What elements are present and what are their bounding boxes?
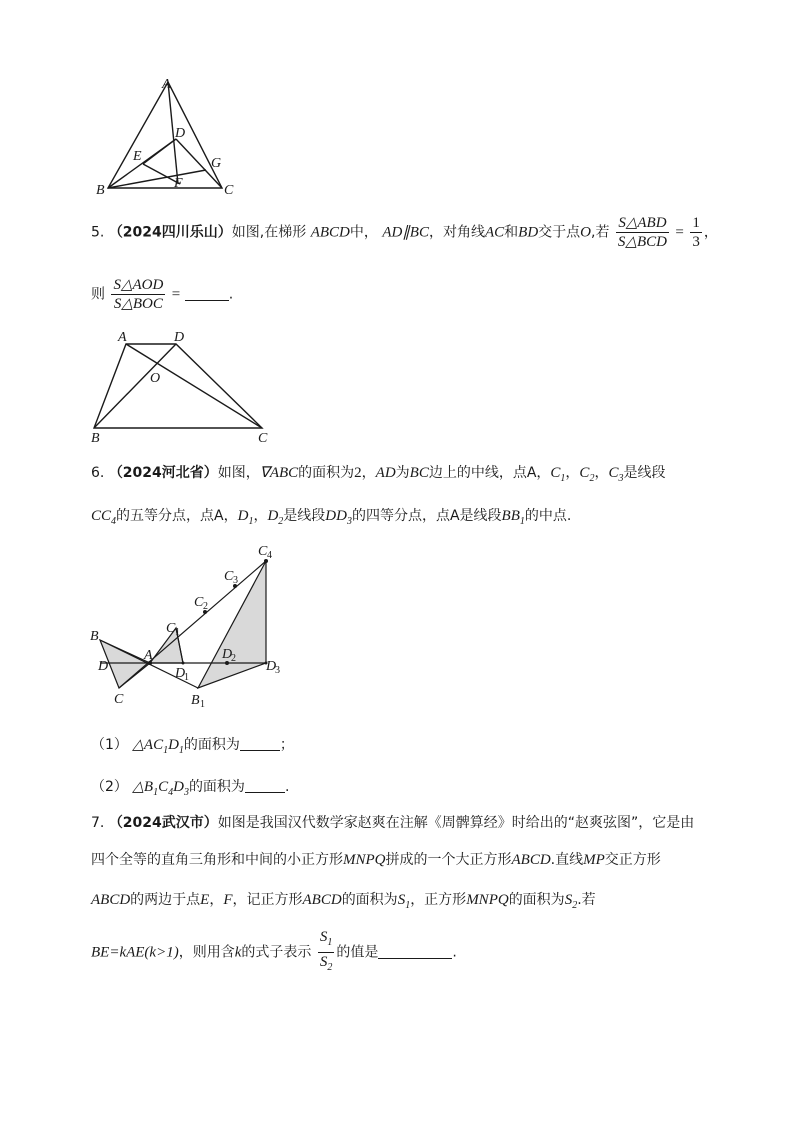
- q5-bd: BD: [518, 224, 539, 241]
- label-B: B: [96, 183, 105, 198]
- q5-condition: AD∥BC: [382, 224, 429, 241]
- q5-text: ，对角线: [428, 224, 485, 241]
- q7-mp: MP: [583, 852, 605, 868]
- figure-q6: [86, 540, 296, 710]
- q5-number: 5.: [91, 224, 105, 241]
- q7-text: ，: [209, 892, 224, 908]
- q6-text: ；: [279, 737, 294, 753]
- q5-value-fraction: [690, 214, 702, 251]
- q6-text: 的四等分点，点: [351, 508, 450, 524]
- q6-text: ，: [565, 465, 580, 481]
- q5-abcd: ABCD: [310, 224, 350, 241]
- q6-text: 的五等分点，点: [116, 508, 215, 524]
- svg-text:1: 1: [175, 627, 180, 638]
- q7-number: 7.: [91, 815, 105, 831]
- q6-sub1-number: （1）: [91, 737, 128, 753]
- q7-text: 的面积为: [508, 892, 565, 908]
- q7-text: .直线: [550, 852, 584, 868]
- svg-text:3: 3: [233, 575, 238, 586]
- label-E: E: [133, 149, 142, 164]
- q7-text: .若: [577, 892, 596, 908]
- q5-line1: [91, 214, 718, 251]
- svg-text:3: 3: [275, 665, 280, 676]
- q7-text: 交正方形: [604, 852, 661, 868]
- frac-den: S△BCD: [617, 234, 667, 250]
- q6-bb1: $BB_1$: [501, 508, 525, 527]
- q6-text: 的面积为: [183, 737, 240, 753]
- q7-text: 的式子表示: [241, 944, 312, 961]
- q6-text: ，: [536, 465, 551, 481]
- label-D: D: [175, 126, 186, 141]
- q5-ratio-fraction: [616, 214, 669, 251]
- q5-eq: =: [171, 286, 181, 303]
- q6-text: ，: [253, 508, 268, 524]
- frac-num: $S_1$: [318, 928, 335, 953]
- q7-mnpq: MNPQ: [343, 852, 386, 868]
- q5-text: 中，: [349, 224, 378, 241]
- q5-comma: ，: [703, 224, 718, 241]
- q7-text: 拼成的一个大正方形: [385, 852, 512, 868]
- q6-d2: $D_2$: [267, 508, 284, 527]
- q7-text: 如图是我国汉代数学家赵爽在注解《周髀算经》时给出的“赵爽弦图”，它是由: [217, 815, 695, 831]
- q6-sub2-number: （2）: [91, 779, 128, 795]
- q7-mnpq: MNPQ: [466, 892, 509, 908]
- label-D2: D: [222, 647, 233, 662]
- q7-end: .: [452, 944, 457, 961]
- label-G: G: [211, 156, 222, 171]
- q7-line1: [91, 812, 694, 832]
- q5-o: O: [580, 224, 591, 241]
- q5-eq: =: [675, 224, 684, 241]
- q5-end: .: [228, 286, 234, 303]
- frac-num: S△AOD: [113, 277, 164, 293]
- label-O: O: [150, 371, 161, 386]
- label-C: C: [224, 183, 234, 198]
- q7-e: E: [200, 892, 210, 908]
- q6-text: 是线段: [623, 465, 666, 481]
- q6-line2: [91, 505, 571, 527]
- frac-num: S△ABD: [616, 214, 669, 233]
- q7-abcd: ABCD: [91, 892, 131, 908]
- q5-text: 交于点: [538, 224, 581, 241]
- q7-line4: [91, 928, 457, 977]
- q6-text: ，: [223, 508, 238, 524]
- q7-line3: [91, 889, 596, 911]
- q7-abcd: ABCD: [511, 852, 551, 868]
- q6-text: 的中点.: [524, 508, 572, 524]
- label-D3: D: [266, 659, 277, 674]
- q6-text: 的面积为: [188, 779, 245, 795]
- q6-dd3: $DD_3$: [325, 508, 352, 527]
- q6-d1: $D_1$: [237, 508, 254, 527]
- q6-point-a: A: [214, 508, 224, 524]
- q6-c2: $C_2$: [579, 465, 595, 484]
- q6-cc4: $CC_4$: [91, 508, 117, 527]
- label-C1: C: [166, 621, 176, 636]
- q7-f: F: [223, 892, 233, 908]
- answer-blank[interactable]: [240, 749, 280, 751]
- label-F: F: [174, 176, 183, 191]
- q6-ad: AD: [375, 465, 396, 481]
- q5-text: ,若: [591, 224, 610, 241]
- label-D1: D: [175, 666, 186, 681]
- q6-triangle: ∇ABC: [259, 465, 299, 481]
- figure-q5-trapezoid: [86, 326, 286, 444]
- q6-sub1: [91, 734, 294, 756]
- q6-sub2: [91, 776, 289, 798]
- label-D: D: [174, 330, 185, 345]
- q6-text: ，: [361, 465, 376, 481]
- label-C4: C: [258, 544, 268, 559]
- q6-text: 如图，: [217, 465, 260, 481]
- q7-text: 的两边于点: [130, 892, 201, 908]
- label-A: A: [118, 330, 127, 345]
- q7-text: 的面积为: [341, 892, 398, 908]
- q6-c3: $C_3$: [608, 465, 624, 484]
- frac-den: 3: [692, 234, 700, 250]
- label-C: C: [258, 431, 268, 444]
- q7-s1: $S_1$: [397, 892, 411, 911]
- answer-blank[interactable]: [378, 957, 452, 959]
- q6-text: 是线段: [283, 508, 326, 524]
- frac-num: 1: [692, 215, 700, 231]
- q5-ac: AC: [484, 224, 505, 241]
- svg-text:2: 2: [203, 601, 208, 612]
- figure-q4-triangle: [88, 74, 248, 200]
- answer-blank[interactable]: [185, 299, 229, 301]
- q6-bc: BC: [409, 465, 429, 481]
- q6-point-a: A: [449, 508, 460, 524]
- q7-k: k: [234, 944, 242, 961]
- q6-c1: $C_1$: [550, 465, 566, 484]
- q6-text: 为: [395, 465, 410, 481]
- svg-text:4: 4: [267, 550, 272, 561]
- label-B: B: [91, 431, 100, 444]
- svg-text:1: 1: [200, 699, 205, 710]
- svg-text:2: 2: [231, 653, 236, 664]
- label-B1: B: [191, 693, 200, 708]
- q7-line2: [91, 849, 661, 869]
- label-C3: C: [224, 569, 234, 584]
- label-C2: C: [194, 595, 204, 610]
- q7-text: ，则用含: [178, 944, 235, 961]
- q7-fraction: [318, 928, 335, 977]
- svg-text:1: 1: [184, 672, 189, 683]
- q7-text: ，正方形: [410, 892, 467, 908]
- q6-text: 的面积为: [298, 465, 355, 481]
- q6-text: ，: [594, 465, 609, 481]
- q6-text: .: [284, 779, 290, 795]
- q7-condition: BE=kAE(k>1): [91, 944, 179, 961]
- q5-then: 则: [91, 286, 105, 303]
- q6-number: 6.: [91, 465, 105, 481]
- q7-text: 的值是: [336, 944, 379, 961]
- label-C: C: [114, 692, 124, 707]
- frac-den: $S_2$: [319, 954, 333, 973]
- label-A: A: [162, 77, 171, 92]
- label-B: B: [90, 629, 99, 644]
- answer-blank[interactable]: [245, 791, 285, 793]
- label-A: A: [144, 648, 153, 663]
- q5-line2: [91, 276, 233, 313]
- q7-text: 四个全等的直角三角形和中间的小正方形: [91, 852, 343, 868]
- q5-text: 如图,在梯形: [231, 224, 307, 241]
- q7-abcd: ABCD: [302, 892, 342, 908]
- q6-source: （2024河北省）: [108, 465, 218, 481]
- q5-source: （2024四川乐山）: [108, 224, 232, 241]
- q6-area: 2: [354, 465, 362, 481]
- q5-answer-fraction: [111, 276, 165, 313]
- label-D: D: [98, 659, 109, 674]
- q7-s2: $S_2$: [564, 892, 578, 911]
- q6-line1: [91, 462, 665, 484]
- q6-text: 边上的中线，点: [428, 465, 527, 481]
- q6-sub2-triangle: $\triangle B_1C_4D_3$: [132, 779, 189, 798]
- q7-text: ，记正方形: [232, 892, 303, 908]
- q6-sub1-triangle: $\triangle AC_1D_1$: [132, 737, 184, 756]
- q6-point-a: A: [526, 465, 537, 481]
- q7-source: （2024武汉市）: [108, 815, 218, 831]
- q6-text: 是线段: [459, 508, 502, 524]
- q5-text: 和: [504, 224, 519, 241]
- frac-den: S△BOC: [113, 296, 163, 312]
